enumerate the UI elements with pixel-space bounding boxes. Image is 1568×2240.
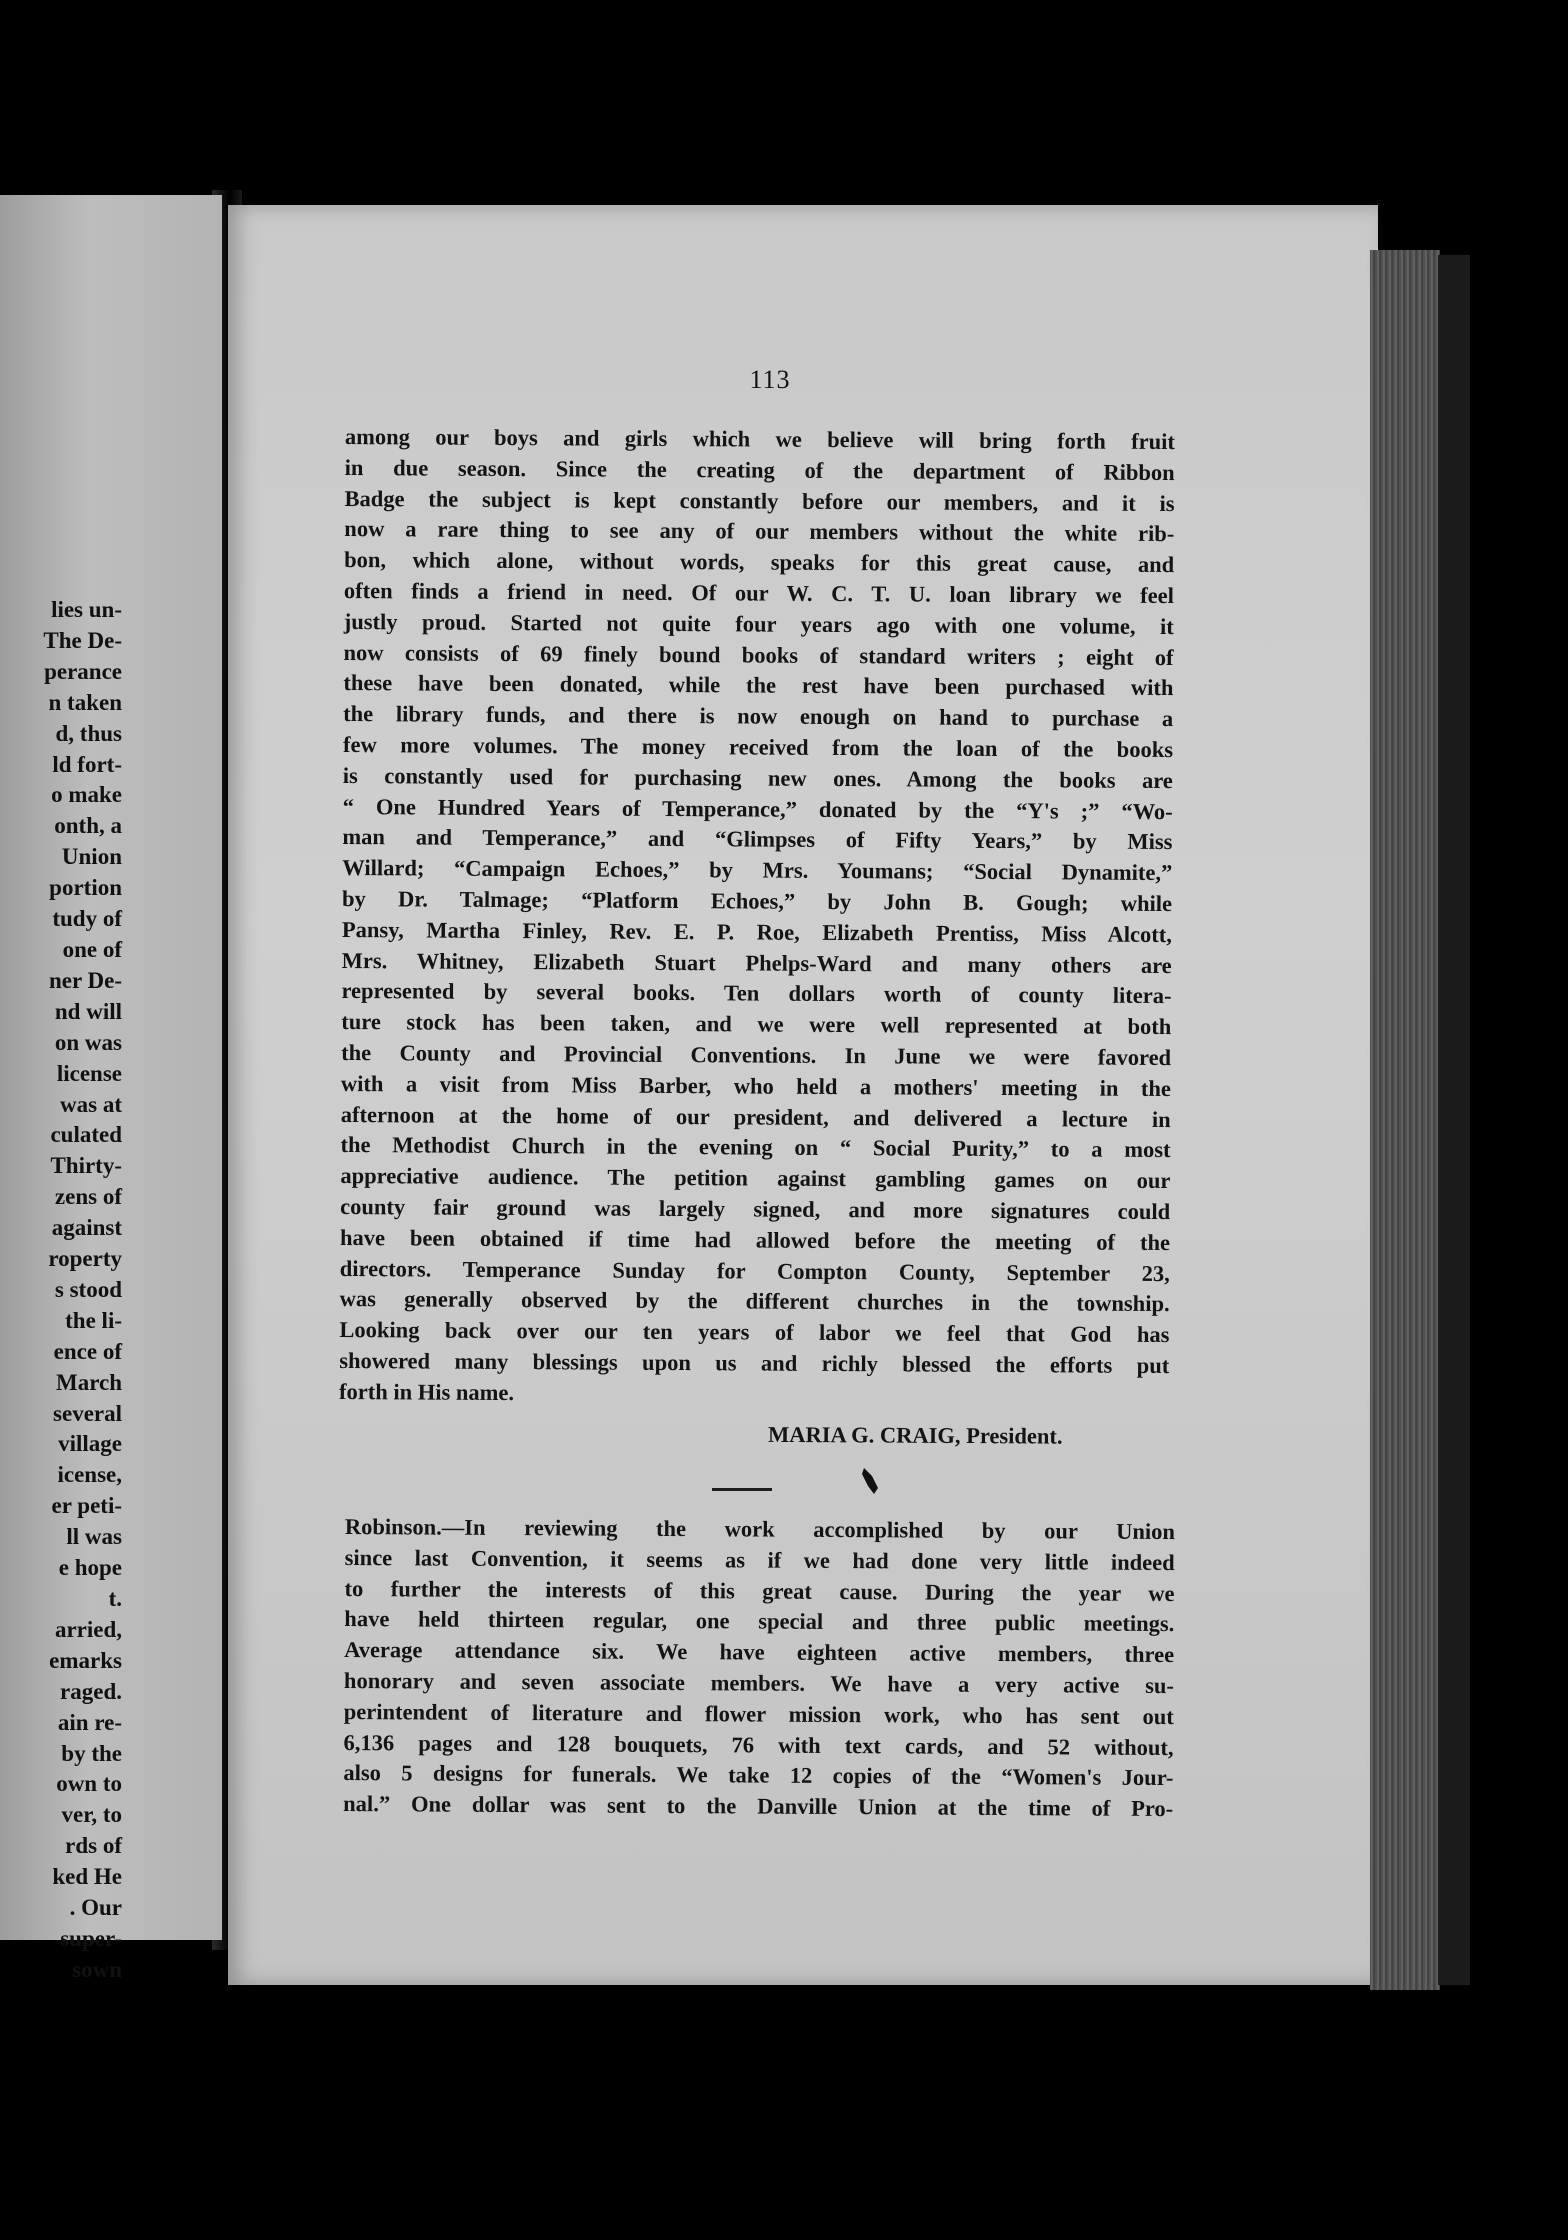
left-page-line: license (56, 1060, 122, 1086)
left-page-line: portion (49, 875, 122, 901)
left-page-line: several (53, 1400, 122, 1426)
left-page-line: on was (54, 1029, 122, 1055)
text-line: now a rare thing to see any of our members without the white rib- (344, 516, 1175, 547)
text-line: forth in His name. (339, 1378, 515, 1405)
left-page-line: lies un- (51, 597, 122, 622)
left-page-line: ll was (66, 1524, 122, 1550)
text-line: nal.” One dollar was sent to the Danville Union at the time of Pro- (343, 1791, 1174, 1822)
text-line: also 5 designs for funerals. We take 12 copies of the “Women's Jour- (343, 1760, 1174, 1791)
left-page-line: onth, a (54, 813, 122, 839)
text-line: showered many blessings upon us and richly blessed the efforts put (339, 1347, 1170, 1378)
text-line: appreciative audience. The petition against gambling games on our (340, 1163, 1171, 1194)
left-page-line: s stood (54, 1276, 122, 1302)
ink-blot-mark (858, 1466, 882, 1496)
paragraph-library-report (339, 422, 1175, 1413)
left-page-line: nd will (54, 998, 122, 1024)
text-line: man and Temperance,” and “Glimpses of Fifty Years,” by Miss (342, 824, 1173, 855)
text-line: in due season. Since the creating of the department of Ribbon (344, 454, 1175, 485)
text-line: few more volumes. The money received from the loan of the books (342, 731, 1174, 763)
left-page-text (0, 595, 122, 1986)
left-page-line: ked He (52, 1864, 122, 1890)
text-line: have been obtained if time had allowed before the meeting of the (339, 1224, 1171, 1255)
left-page-line: o make (51, 782, 122, 808)
text-line: these have been donated, while the rest have been purchased with (343, 670, 1174, 701)
left-page-line: against (51, 1215, 122, 1241)
left-page-line: was at (60, 1091, 122, 1117)
left-page-line: n taken (48, 689, 122, 715)
left-page-line: The De- (43, 627, 122, 653)
left-page-line: . Our (69, 1895, 122, 1921)
text-line: Mrs. Whitney, Elizabeth Stuart Phelps-Ward and many others are (341, 947, 1172, 978)
text-line: Looking back over our ten years of labor we feel that God has (339, 1317, 1170, 1348)
left-page-line: ner De- (48, 967, 122, 993)
left-page-line: ain re- (57, 1709, 122, 1735)
left-page-line: ver, to (61, 1802, 122, 1828)
left-page-line: perance (44, 658, 122, 684)
text-line: now consists of 69 finely bound books of standard writers ; eight of (343, 639, 1174, 670)
text-line: Badge the subject is kept constantly before our members, and it is (344, 485, 1175, 516)
text-line: ture stock has been taken, and we were well represented at both (341, 1009, 1172, 1040)
signature: MARIA G. CRAIG, President. (767, 1421, 1063, 1449)
left-page-line: village (58, 1431, 122, 1457)
left-page-line: the li- (65, 1307, 122, 1333)
left-page-line: e hope (58, 1555, 122, 1581)
left-page-line: raged. (60, 1678, 122, 1704)
text-line: “ One Hundred Years of Temperance,” donated by the “Y's ;” “Wo- (342, 793, 1173, 824)
text-line: bon, which alone, without words, speaks for this great cause, and (344, 547, 1175, 578)
paragraph-robinson-report (343, 1512, 1175, 1825)
left-page-line: Thirty- (50, 1153, 122, 1179)
section-divider (712, 1488, 772, 1491)
left-page-line: icense, (57, 1462, 122, 1488)
text-line: 6,136 pages and 128 bouquets, 76 with text cards, and 52 without, (343, 1729, 1174, 1760)
text-line: Pansy, Martha Finley, Rev. E. P. Roe, Elizabeth Prentiss, Miss Alcott, (341, 916, 1172, 947)
left-page-line: arried, (54, 1616, 122, 1642)
left-page-line: super- (60, 1925, 122, 1951)
text-line: is constantly used for purchasing new ones. Among the books are (342, 762, 1173, 793)
text-line: by Dr. Talmage; “Platform Echoes,” by John B. Gough; while (342, 885, 1173, 917)
left-page-line: sown (72, 1956, 122, 1982)
text-line: the County and Provincial Conventions. In June we were favored (341, 1039, 1172, 1070)
left-page-line: emarks (49, 1647, 122, 1673)
left-page-line: tudy of (52, 906, 122, 932)
left-page-line: Union (61, 844, 122, 870)
left-page-line: ence of (53, 1338, 122, 1364)
text-line: Average attendance six. We have eighteen active members, three (344, 1637, 1175, 1668)
text-line: with a visit from Miss Barber, who held a mothers' meeting in the (340, 1070, 1172, 1101)
left-page-line: by the (61, 1740, 122, 1766)
text-line: perintendent of literature and flower mission work, who has sent out (343, 1698, 1174, 1729)
text-line: represented by several books. Ten dollars worth of county litera- (341, 978, 1172, 1009)
left-page-line: own to (56, 1771, 122, 1797)
text-line: to further the interests of this great cause. During the year we (344, 1575, 1175, 1606)
left-page-line: ld fort- (52, 751, 122, 777)
text-line: have held thirteen regular, one special and three public meetings. (344, 1606, 1175, 1637)
text-line: since last Convention, it seems as if we had done very little indeed (344, 1544, 1175, 1575)
left-page-line: t. (108, 1586, 122, 1611)
page-edges (1370, 250, 1440, 1990)
left-page-line: zens of (54, 1184, 122, 1210)
left-page-line: er peti- (51, 1493, 122, 1519)
left-page-line: roperty (48, 1246, 122, 1272)
text-line: was generally observed by the different churches in the township. (339, 1286, 1170, 1317)
text-line: afternoon at the home of our president, and delivered a lecture in (340, 1101, 1171, 1132)
text-line: county fair ground was largely signed, and more signatures could (340, 1193, 1171, 1224)
text-line: among our boys and girls which we believe will bring forth fruit (344, 423, 1175, 455)
text-line: often finds a friend in need. Of our W. C. T. U. loan library we feel (343, 577, 1175, 609)
left-page-line: one of (62, 936, 122, 962)
left-page-line: d, thus (55, 720, 122, 746)
left-page-line: rds of (65, 1833, 122, 1859)
left-page-line: culated (50, 1122, 122, 1148)
left-page-line: March (55, 1369, 122, 1395)
text-line: Robinson.—In reviewing the work accomplished by our Union (344, 1514, 1175, 1545)
text-line: directors. Temperance Sunday for Compton County, September 23, (339, 1255, 1170, 1286)
text-line: the Methodist Church in the evening on “ Social Purity,” to a most (340, 1132, 1171, 1163)
text-line: honorary and seven associate members. We have a very active su- (343, 1667, 1175, 1699)
page-number: 113 (749, 365, 791, 394)
text-line: the library funds, and there is now enough on hand to purchase a (343, 701, 1174, 732)
book-spine-shadow (1438, 255, 1470, 1985)
text-line: Willard; “Campaign Echoes,” by Mrs. Youmans; “Social Dynamite,” (342, 855, 1173, 886)
left-page (0, 195, 222, 1982)
text-line: justly proud. Started not quite four years ago with one volume, it (343, 608, 1174, 639)
